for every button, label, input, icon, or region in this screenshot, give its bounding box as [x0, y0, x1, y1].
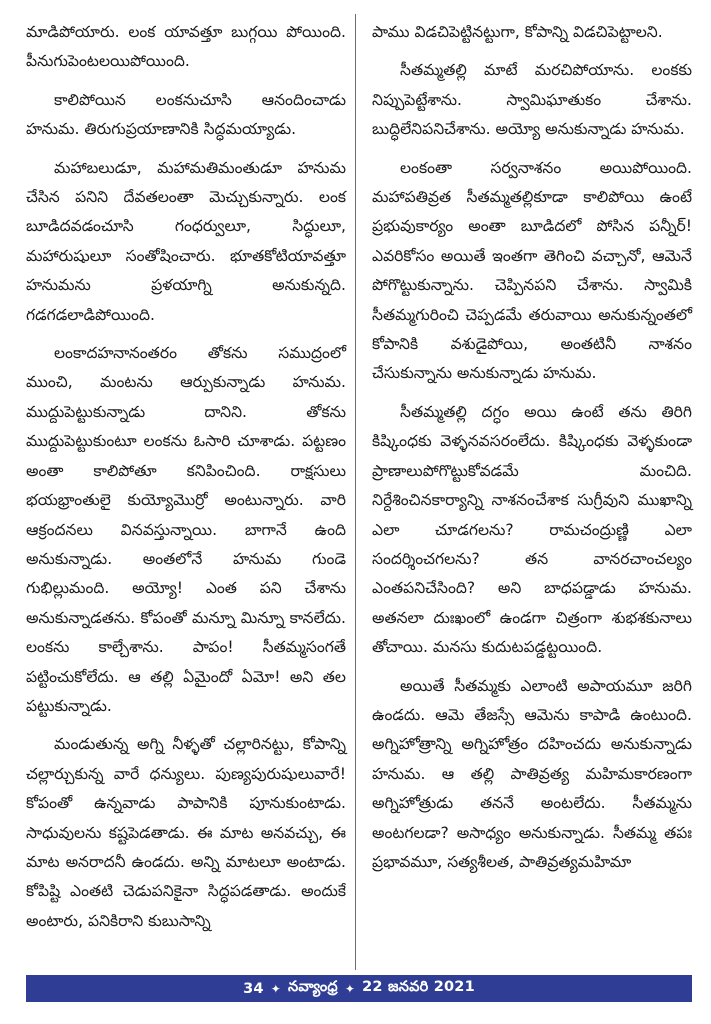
paragraph: అయితే సీతమ్మకు ఎలాంటి అపాయమూ జరిగి ఉండదు. ఆమె తేజస్సే ఆమెను కాపాడి ఉంటుంది. అగ్నిహోత్రాన్ని అగ్నిహోత్రం దహించదు అనుకున్నాడు హనుమ. ఆ తల్లి పాతివ్రత్య మహిమకారణంగా అగ్నిహోత్రుడు తననే అంటలేదు. సీతమ్మను అంటగలడా? అసాధ్యం అనుకున్నాడు. సీతమ్మ తపః ప్రభావమూ, సత్యశీలత, పాతివ్రత్యమహిమా	[372, 676, 692, 871]
paragraph: పాము విడచిపెట్టినట్టుగా, కోపాన్ని విడచిపెట్టాలని.	[372, 23, 663, 41]
paragraph: సీతమ్మతల్లి మాటే మరచిపోయాను. లంకకు నిప్పుపెట్టేశాను. స్వామిఘాతుకం చేశాను. బుద్ధిలేనిపనిచేశాను. అయ్యో అనుకున్నాడు హనుమ.	[372, 61, 692, 139]
paragraph: మండుతున్న అగ్ని నీళ్ళతో చల్లారినట్టు, కోపాన్ని చల్లార్చుకున్న వారే ధన్యులు. పుణ్యపురుషులువారే! కోపంతో ఉన్నవాడు పాపానికి పూనుకుంటాడు. సాధువులను కష్టపెడతాడు. ఈ మాట అనవచ్చు, ఈ మాట అనరాదనీ ఉండదు. అన్ని మాటలూ అంటాడు. కోపిష్టి ఎంతటి చెడుపనికైనా సిద్ధపడతాడు. అందుకే అంటారు, పనికిరాని కుబుసాన్ని	[26, 735, 346, 930]
magazine-name: నవ్యాంధ్ర	[287, 978, 338, 995]
paragraph: లంకంతా సర్వనాశనం అయిపోయింది. మహాపతివ్రత సీతమ్మతల్లికూడా కాలిపోయి ఉంటే ప్రభువుకార్యం అంతా బూడిదలో పోసిన పన్నీర్! ఎవరికోసం అయితే ఇంతగా తెగించి వచ్చానో, ఆమెనే పోగొట్టుకున్నాను. చెప్పినపని చేశాను. స్వామికి సీతమ్మగురించి చెప్పడమే తరువాయి అనుకున్నంతలో కోపానికి వశుడైపోయి, అంతటినీ నాశనం చేసుకున్నాను అనుకున్నాడు హనుమ.	[372, 158, 692, 383]
article-body	[26, 18, 692, 968]
paragraph: లంకాదహనానంతరం తోకను సముద్రంలో ముంచి, మంటను ఆర్పుకున్నాడు హనుమ. ముద్దుపెట్టుకున్నాడు దానిని. తోకను ముద్దుపెట్టుకుంటూ లంకను ఓసారి చూశాడు. పట్టణం అంతా కాలిపోతూ కనిపించింది. రాక్షసులు భయభ్రాంతులై కుయ్యోమొర్రో అంటున్నారు. వారి ఆక్రందనలు వినవస్తున్నాయి. బాగానే ఉంది అనుకున్నాడు. అంతలోనే హనుమ గుండె గుభిల్లుమంది. అయ్యో! ఎంత పని చేశాను అనుకున్నాడతను. కోపంతో మన్నూ మిన్నూ కానలేదు. లంకను కాల్చేశాను. పాపం! సీతమ్మసంగతే పట్టించుకోలేదు. ఆ తల్లి ఏమైందో ఏమో! అని తల పట్టుకున్నాడు.	[26, 344, 346, 715]
paragraph: సీతమ్మతల్లి దగ్ధం అయి ఉంటే తను తిరిగి కిష్కింధకు వెళ్ళనవసరంలేదు. కిష్కింధకు వెళ్ళకుండా ప్రాణాలుపోగొట్టుకోవడమే మంచిది. నిర్దేశించినకార్యాన్ని నాశనంచేశాక సుగ్రీవుని ముఖాన్ని ఎలా చూడగలను? రామచంద్రుణ్ణి ఎలా సందర్శించగలను? తన వానరచాంచల్యం ఎంతపనిచేసింది? అని బాధపడ్డాడు హనుమ. అతనలా దుఃఖంలో ఉండగా చిత్రంగా శుభశకునాలు తోచాయి. మనసు కుదుటపడ్డట్టయింది.	[372, 402, 692, 657]
footer-bar	[26, 975, 692, 1002]
left-column	[26, 18, 346, 968]
paragraph: కాలిపోయిన లంకనుచూసి ఆనందించాడు హనుమ. తిరుగుప్రయాణానికి సిద్ధమయ్యాడు.	[26, 90, 346, 139]
right-column	[372, 18, 692, 968]
star-separator-icon: ✦	[270, 981, 281, 996]
page-number: 34	[243, 980, 264, 997]
paragraph: మాడిపోయారు. లంక యావత్తూ బుగ్గయి పోయింది. పీనుగుపెంటలయిపోయింది.	[26, 23, 346, 71]
issue-date: 22 జనవరి 2021	[362, 978, 475, 995]
paragraph: మహాబలుడూ, మహామతిమంతుడూ హనుమ చేసిన పనిని దేవతలంతా మెచ్చుకున్నారు. లంక బూడిదవడంచూసి గంధర్వులూ, సిద్ధులూ, మహారుషులూ సంతోషించారు. భూతకోటియావత్తూ హనుమను ప్రళయాగ్ని అనుకున్నది. గడగడలాడిపోయింది.	[26, 158, 346, 324]
star-separator-icon: ✦	[344, 981, 356, 996]
